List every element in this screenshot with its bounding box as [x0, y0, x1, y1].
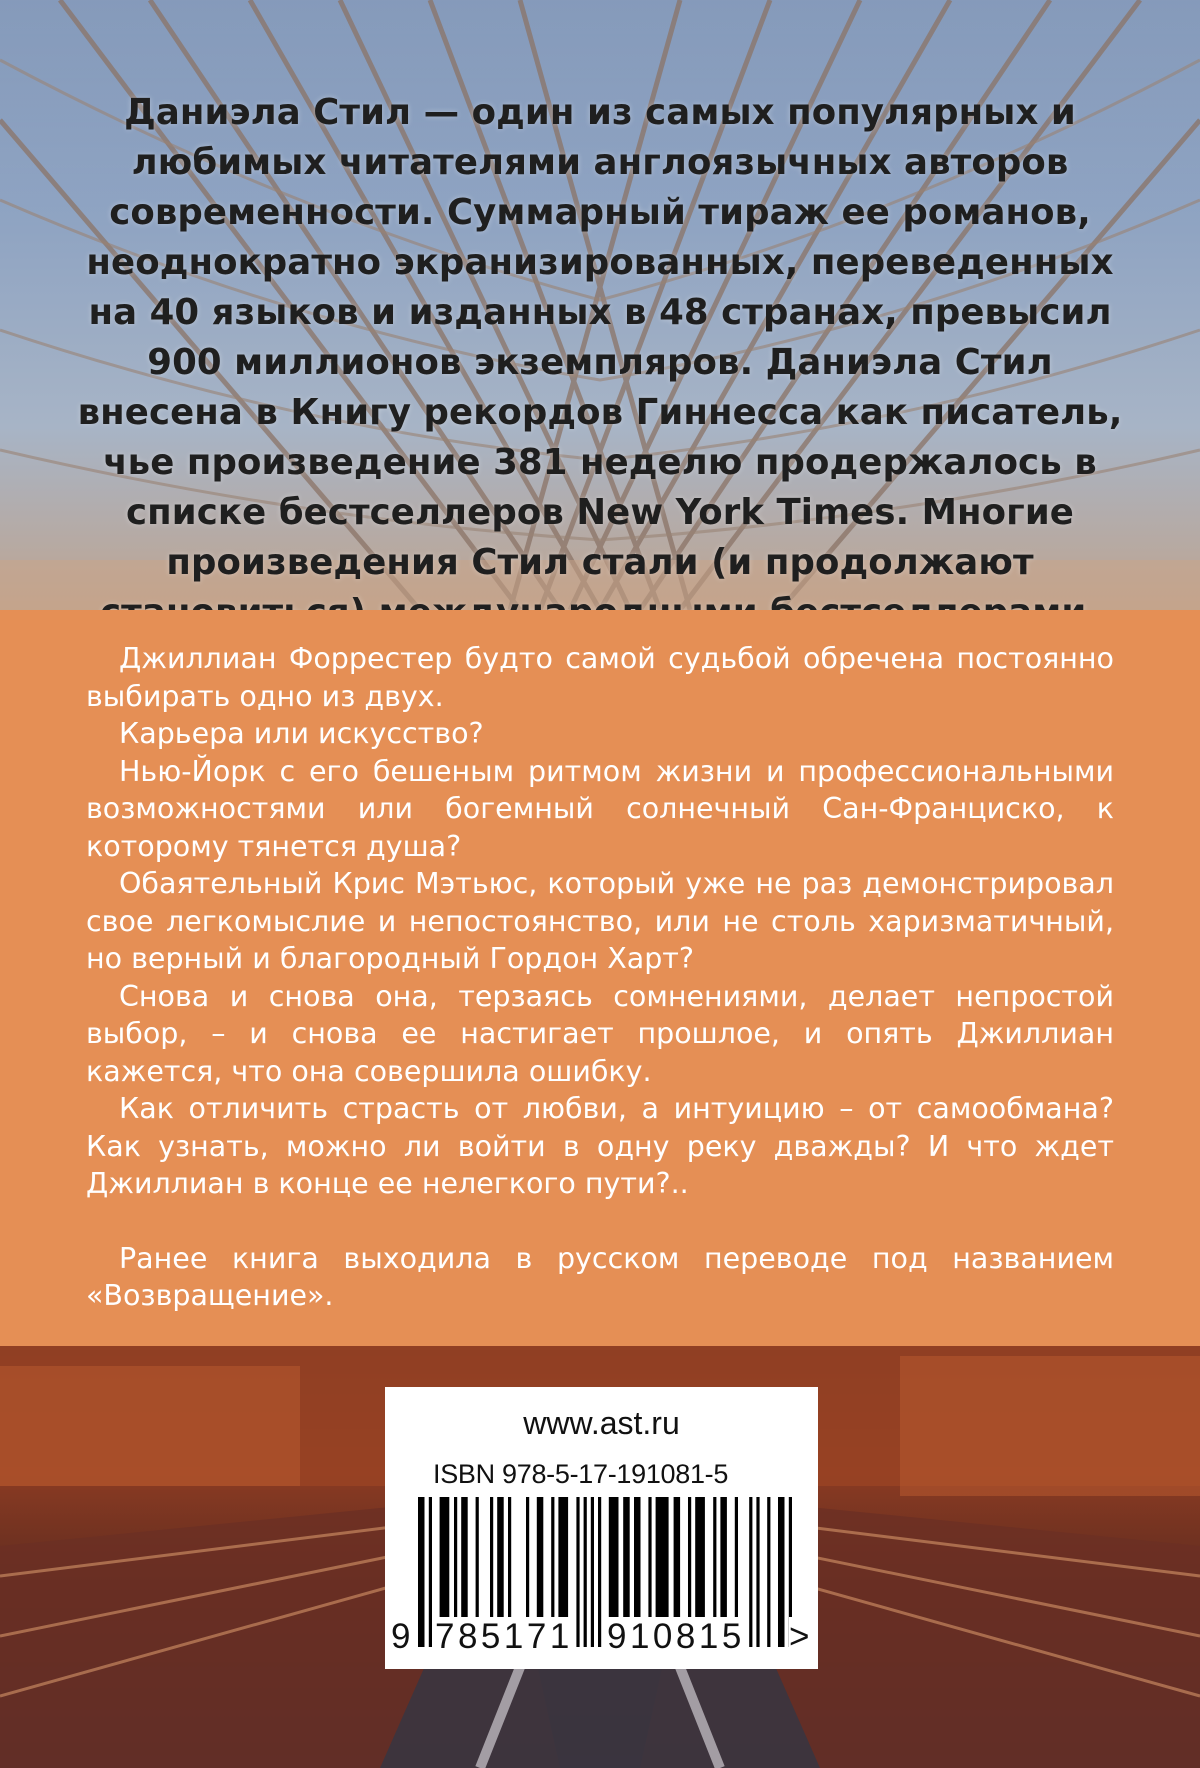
author-bio: Даниэла Стил — один из самых популярных и любимых читателями англоязычных авторов современности. Суммарный тираж ее романов, неоднократно экранизированных, переведенных на 40 языков и изданных в 48 странах, превысил 900 миллионов экземпляров. Даниэла Стил внесена в Книгу рекордов Гиннесса как писатель, чье произведение 381 неделю продержалось в списке бестселлеров New York Times. Многие произведения Стил стали (и продолжают [77, 92, 1123, 583]
barcode-right-digits: 910815 [607, 1617, 745, 1656]
barcode-lead-digit: 9 [391, 1617, 414, 1656]
isbn-number: ISBN 978-5-17-191081-5 [433, 1459, 729, 1489]
barcode-bar [591, 1497, 594, 1647]
barcode-left-digits: 785171 [435, 1617, 573, 1656]
barcode-quiet-zone-mark: > [789, 1617, 813, 1656]
barcode-bar [598, 1497, 601, 1647]
barcode-bar [756, 1497, 759, 1647]
annotation-paragraph: Снова и снова она, терзаясь сомнениями, делает непростой выбор, – и снова ее настигает прошлое, и опять Джиллиан кажется, что она совершила ошибку. [86, 979, 1114, 1088]
barcode-bar [429, 1497, 432, 1647]
publication-note: Ранее книга выходила в русском переводе под названием «Возвращение». [86, 1241, 1114, 1312]
annotation-paragraph: Нью-Йорк с его бешеным ритмом жизни и профессиональными возможностями или богемный солнечный Сан-Франциско, к которому тянется душа? [86, 754, 1114, 863]
publisher-website: www.ast.ru [523, 1405, 680, 1441]
barcode-bar [576, 1497, 579, 1647]
annotation-paragraph: Как отличить страсть от любви, а интуицию – от самообмана? Как узнать, можно ли войти в одну реку дважды? И что ждет Джиллиан в конце ее нелегкого пути?.. [86, 1092, 1114, 1200]
barcode-bar [778, 1497, 785, 1647]
isbn-barcode-box [385, 1387, 818, 1669]
barcode-bar [749, 1497, 752, 1647]
barcode-bar [418, 1497, 425, 1647]
barcode-bar [584, 1497, 587, 1647]
annotation-panel [0, 610, 1200, 1346]
barcode-bar [767, 1497, 770, 1647]
annotation-paragraph: Карьера или искусство? [119, 717, 484, 750]
annotation-text [86, 640, 1114, 1315]
annotation-paragraph: Обаятельный Крис Мэтьюс, который уже не раз демонстрировал свое легкомыслие и непостоянство, или не столь харизматичный, но верный и благородный Гордон Харт? [86, 867, 1114, 975]
cover-top-illustration [0, 0, 1200, 610]
annotation-paragraph: Джиллиан Форрестер будто самой судьбой обречена постоянно выбирать одно из двух. [86, 642, 1114, 713]
